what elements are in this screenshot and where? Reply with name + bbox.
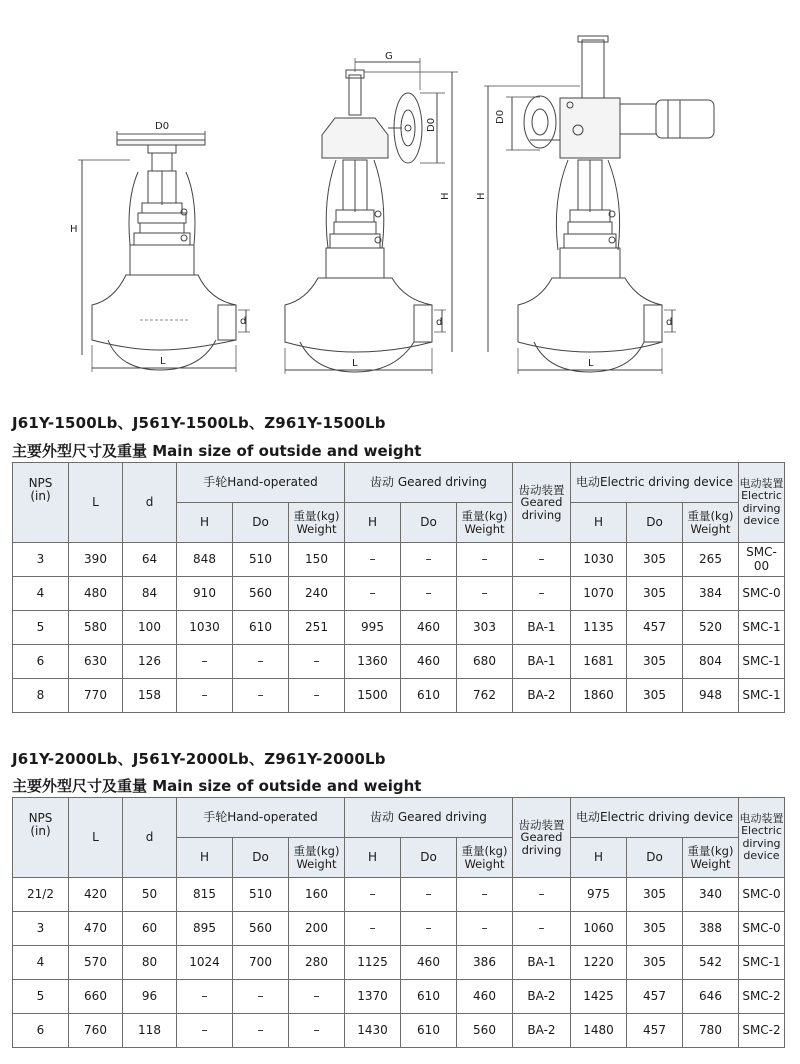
table-cell: – [177,645,233,679]
table-cell: 305 [627,946,683,980]
table-cell: 804 [683,645,739,679]
table-cell: 646 [683,980,739,1014]
table-cell: 305 [627,912,683,946]
table-cell: – [513,543,571,577]
table-cell: – [177,980,233,1014]
table-cell: 305 [627,543,683,577]
table-cell: 995 [345,611,401,645]
table-cell: SMC-0 [739,912,785,946]
table-cell: 480 [69,577,123,611]
table-cell: 3 [13,912,69,946]
table-cell: 265 [683,543,739,577]
dim-h-label-1: H [70,224,78,235]
table-cell: 390 [69,543,123,577]
table-cell: 610 [401,980,457,1014]
dim-d0-label-3: D0 [495,109,506,124]
header-hand-h: H [177,838,233,878]
table-cell: BA-2 [513,1014,571,1048]
header-electric-driving: 电动Electric driving device [571,798,739,838]
table-cell: 1430 [345,1014,401,1048]
spec-table-1-body [13,543,785,713]
header-hand-weight: 重量(kg) Weight [289,838,345,878]
table-cell: 580 [69,611,123,645]
table-row [13,611,785,645]
table-row [13,577,785,611]
table-cell: 60 [123,912,177,946]
table-cell: – [345,543,401,577]
table-cell: 200 [289,912,345,946]
dim-d-label-1: d [240,316,247,327]
table-cell: 1135 [571,611,627,645]
table-cell: 126 [123,645,177,679]
table-cell: 1030 [571,543,627,577]
table-cell: 5 [13,611,69,645]
header-electric-do: Do [627,838,683,878]
table-cell: 610 [233,611,289,645]
table-cell: – [457,577,513,611]
table-cell: 610 [401,679,457,713]
header-geared-driving: 齿动 Geared driving [345,463,513,503]
table-cell: 762 [457,679,513,713]
header-geared-weight: 重量(kg) Weight [457,503,513,543]
table-cell: 303 [457,611,513,645]
table-row [13,679,785,713]
table-cell: 5 [13,980,69,1014]
table-cell: – [233,679,289,713]
table-cell: 50 [123,878,177,912]
dim-d-label-2: d [436,317,443,328]
table-cell: 118 [123,1014,177,1048]
table-cell: – [401,878,457,912]
table-cell: – [513,878,571,912]
dim-l-label-3: L [588,358,594,369]
table-cell: – [345,577,401,611]
dim-d0-label-1: D0 [155,121,170,132]
header-hand-do: Do [233,838,289,878]
table-cell: – [177,1014,233,1048]
table-cell: 8 [13,679,69,713]
table-cell: 680 [457,645,513,679]
table-cell: 1480 [571,1014,627,1048]
table-cell: 80 [123,946,177,980]
table-cell: – [513,912,571,946]
table-cell: SMC-2 [739,1014,785,1048]
table-cell: 895 [177,912,233,946]
header-hand-do: Do [233,503,289,543]
table-cell: 6 [13,1014,69,1048]
table-cell: SMC-1 [739,679,785,713]
table-cell: 1070 [571,577,627,611]
table-cell: – [457,543,513,577]
table-cell: 770 [69,679,123,713]
table-cell: – [401,912,457,946]
header-hand-h: H [177,503,233,543]
table-cell: 470 [69,912,123,946]
table-cell: 975 [571,878,627,912]
table-cell: 4 [13,946,69,980]
header-electric-do: Do [627,503,683,543]
table-cell: 64 [123,543,177,577]
table-cell: – [289,980,345,1014]
table-cell: – [289,645,345,679]
table-cell: 305 [627,577,683,611]
header-hand-operated: 手轮Hand-operated [177,463,345,503]
dim-d0-label-2: D0 [426,117,437,132]
header-d: d [123,463,177,543]
table-cell: 700 [233,946,289,980]
section-1-title: J61Y-1500Lb、J561Y-1500Lb、Z961Y-1500Lb [12,414,386,432]
section-2-title: J61Y-2000Lb、J561Y-2000Lb、Z961Y-2000Lb [12,750,386,768]
table-cell: BA-1 [513,946,571,980]
table-row [13,645,785,679]
table-cell: 150 [289,543,345,577]
header-hand-weight: 重量(kg) Weight [289,503,345,543]
table-cell: 910 [177,577,233,611]
header-hand-operated: 手轮Hand-operated [177,798,345,838]
table-cell: SMC-1 [739,611,785,645]
table-cell: 457 [627,611,683,645]
dim-l-label-1: L [160,356,166,367]
header-geared-h: H [345,503,401,543]
table-cell: 1024 [177,946,233,980]
header-electric-h: H [571,503,627,543]
table-cell: 1220 [571,946,627,980]
table-cell: 1500 [345,679,401,713]
table-cell: 660 [69,980,123,1014]
section-2-subtitle: 主要外型尺寸及重量 Main size of outside and weight [12,777,422,795]
table-cell: – [233,645,289,679]
dim-d-label-3: d [666,317,673,328]
table-cell: 560 [457,1014,513,1048]
table-cell: 305 [627,679,683,713]
table-cell: 160 [289,878,345,912]
electric-valve-drawing [476,36,714,374]
table-row [13,912,785,946]
header-electric-weight: 重量(kg) Weight [683,503,739,543]
header-nps: NPS (in) [13,463,69,543]
table-cell: – [457,878,513,912]
table-cell: 520 [683,611,739,645]
table-cell: – [513,577,571,611]
header-geared-weight: 重量(kg) Weight [457,838,513,878]
table-cell: 948 [683,679,739,713]
table-cell: – [345,878,401,912]
header-electric-h: H [571,838,627,878]
table-cell: 542 [683,946,739,980]
table-cell: 815 [177,878,233,912]
table-cell: 457 [627,980,683,1014]
table-cell: 780 [683,1014,739,1048]
dim-h-label-2: H [440,192,451,200]
table-cell: – [289,679,345,713]
table-cell: 420 [69,878,123,912]
table-cell: 1860 [571,679,627,713]
dim-l-label-2: L [352,358,358,369]
table-cell: 460 [401,946,457,980]
table-cell: SMC-1 [739,946,785,980]
table-cell: – [233,980,289,1014]
table-cell: – [345,912,401,946]
header-geared-device: 齿动装置 Geared driving [513,798,571,878]
header-d: d [123,798,177,878]
spec-table-2 [12,797,785,1048]
table-cell: 3 [13,543,69,577]
table-cell: 760 [69,1014,123,1048]
table-row [13,878,785,912]
table-cell: 388 [683,912,739,946]
geared-valve-drawing [285,51,458,374]
spec-table-2-body [13,878,785,1048]
header-geared-do: Do [401,503,457,543]
table-cell: 21/2 [13,878,69,912]
table-cell: 848 [177,543,233,577]
table-cell: – [457,912,513,946]
table-cell: 560 [233,912,289,946]
table-cell: 460 [457,980,513,1014]
table-cell: 1681 [571,645,627,679]
table-cell: 340 [683,878,739,912]
dim-g-label: G [385,51,393,62]
table-cell: 280 [289,946,345,980]
table-cell: 1425 [571,980,627,1014]
table-cell: 251 [289,611,345,645]
table-cell: – [233,1014,289,1048]
table-cell: BA-2 [513,679,571,713]
dim-h-label-3: H [476,192,487,200]
table-cell: BA-2 [513,980,571,1014]
header-nps: NPS (in) [13,798,69,878]
header-electric-device: 电动装置 Electric dirving device [739,463,785,543]
table-cell: – [401,577,457,611]
table-row [13,1014,785,1048]
header-l: L [69,463,123,543]
table-cell: – [289,1014,345,1048]
table-cell: SMC-1 [739,645,785,679]
header-geared-h: H [345,838,401,878]
table-cell: 305 [627,645,683,679]
table-cell: 1030 [177,611,233,645]
table-cell: 305 [627,878,683,912]
table-cell: 510 [233,543,289,577]
table-cell: 570 [69,946,123,980]
header-electric-driving: 电动Electric driving device [571,463,739,503]
table-cell: SMC-0 [739,577,785,611]
table-cell: 460 [401,611,457,645]
table-cell: 4 [13,577,69,611]
table-cell: SMC-00 [739,543,785,577]
table-cell: 384 [683,577,739,611]
table-cell: SMC-0 [739,878,785,912]
table-cell: 560 [233,577,289,611]
header-geared-driving: 齿动 Geared driving [345,798,513,838]
table-cell: 84 [123,577,177,611]
table-cell: 96 [123,980,177,1014]
table-cell: 610 [401,1014,457,1048]
table-cell: 100 [123,611,177,645]
table-cell: 1360 [345,645,401,679]
header-electric-weight: 重量(kg) Weight [683,838,739,878]
table-cell: 460 [401,645,457,679]
table-cell: 1125 [345,946,401,980]
table-cell: 1370 [345,980,401,1014]
table-cell: BA-1 [513,611,571,645]
header-geared-device: 齿动装置 Geared driving [513,463,571,543]
table-cell: 386 [457,946,513,980]
header-electric-device: 电动装置 Electric dirving device [739,798,785,878]
table-row [13,543,785,577]
table-row [13,946,785,980]
section-1-subtitle: 主要外型尺寸及重量 Main size of outside and weight [12,442,422,460]
table-cell: BA-1 [513,645,571,679]
table-cell: 1060 [571,912,627,946]
hand-operated-valve-drawing [70,121,250,372]
table-cell: SMC-2 [739,980,785,1014]
table-cell: 630 [69,645,123,679]
table-cell: 457 [627,1014,683,1048]
table-row [13,980,785,1014]
table-cell: 6 [13,645,69,679]
table-cell: – [177,679,233,713]
header-geared-do: Do [401,838,457,878]
spec-table-1 [12,462,785,713]
table-cell: – [401,543,457,577]
table-cell: 510 [233,878,289,912]
valve-drawings [0,0,800,400]
table-cell: 158 [123,679,177,713]
table-cell: 240 [289,577,345,611]
header-l: L [69,798,123,878]
